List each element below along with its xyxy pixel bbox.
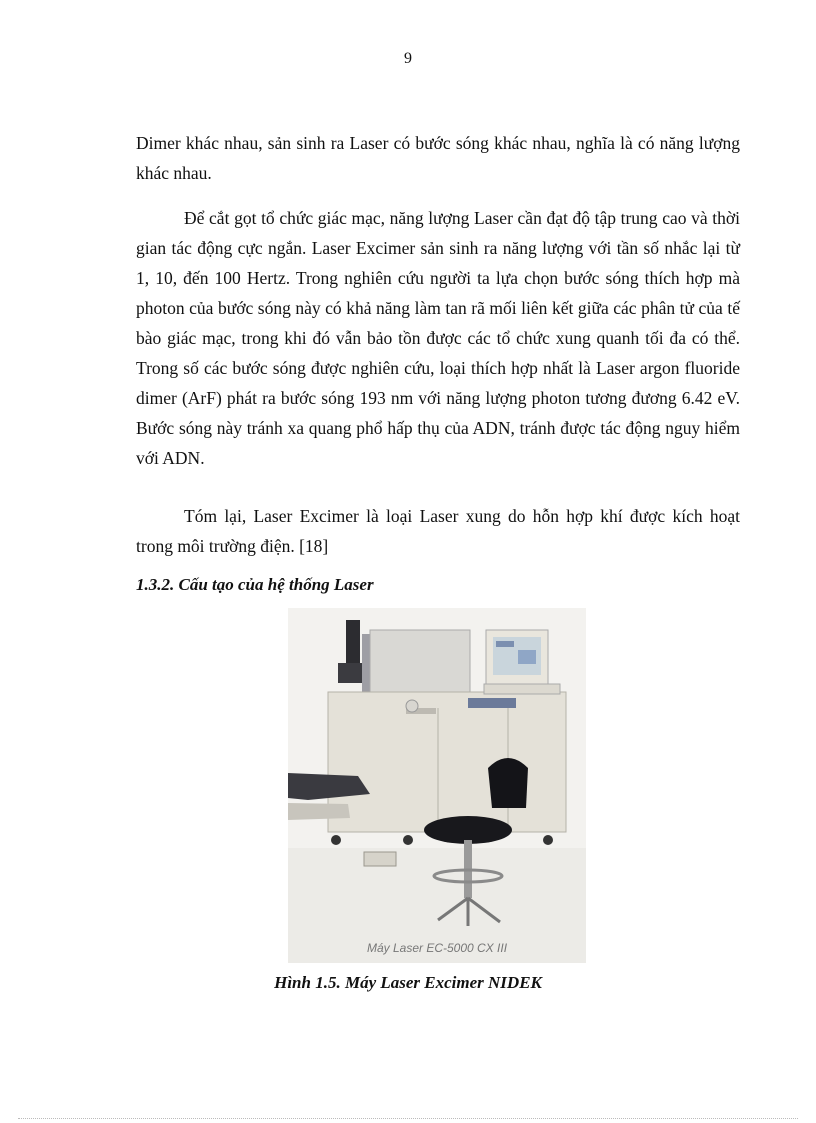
figure-caption: Hình 1.5. Máy Laser Excimer NIDEK [274,973,542,992]
paragraph-1-text: Dimer khác nhau, sản sinh ra Laser có bước sóng khác nhau, nghĩa là có năng lượng khác nhau. [136,133,740,183]
paragraph-1 [136,128,740,188]
image-label: Máy Laser EC-5000 CX III [366,941,508,955]
paragraph-3-text: Tóm lại, Laser Excimer là loại Laser xung do hỗn hợp khí được kích hoạt trong môi trường điện. [18] [136,506,740,556]
laser-machine-photo [288,608,586,963]
paragraph-2 [136,203,740,473]
paragraph-2-text: Để cắt gọt tổ chức giác mạc, năng lượng Laser cần đạt độ tập trung cao và thời gian tác động cực ngắn. Laser Excimer sản sinh ra năng lượng với tần số nhắc lại từ 1, 10, đến 100 Hertz. Trong nghiên cứu người ta lựa chọn bước sóng thích hợp mà photon của bước sóng này có khả năng làm tan rã mối liên kết giữa các phân tử của tế bào giác mạc, trong khi đó vẫn bảo tồn được các tổ chức xung quanh tối đa có thể. Trong số các bước sóng được nghiên cứu, loại thích hợp nhất là Laser argon fluoride dimer (ArF) phát ra bước sóng 193 nm với năng lượng photon tương đương 6.42 eV. Bước sóng này tránh xa quang phổ hấp thụ của ADN, tránh được tác động nguy hiểm với ADN. [136,208,740,468]
page-footer-divider [18,1118,798,1119]
paragraph-3 [136,501,740,561]
laser-machine-illustration [288,608,586,963]
page-number: 9 [404,50,412,67]
section-heading: 1.3.2. Cấu tạo của hệ thống Laser [136,575,374,594]
